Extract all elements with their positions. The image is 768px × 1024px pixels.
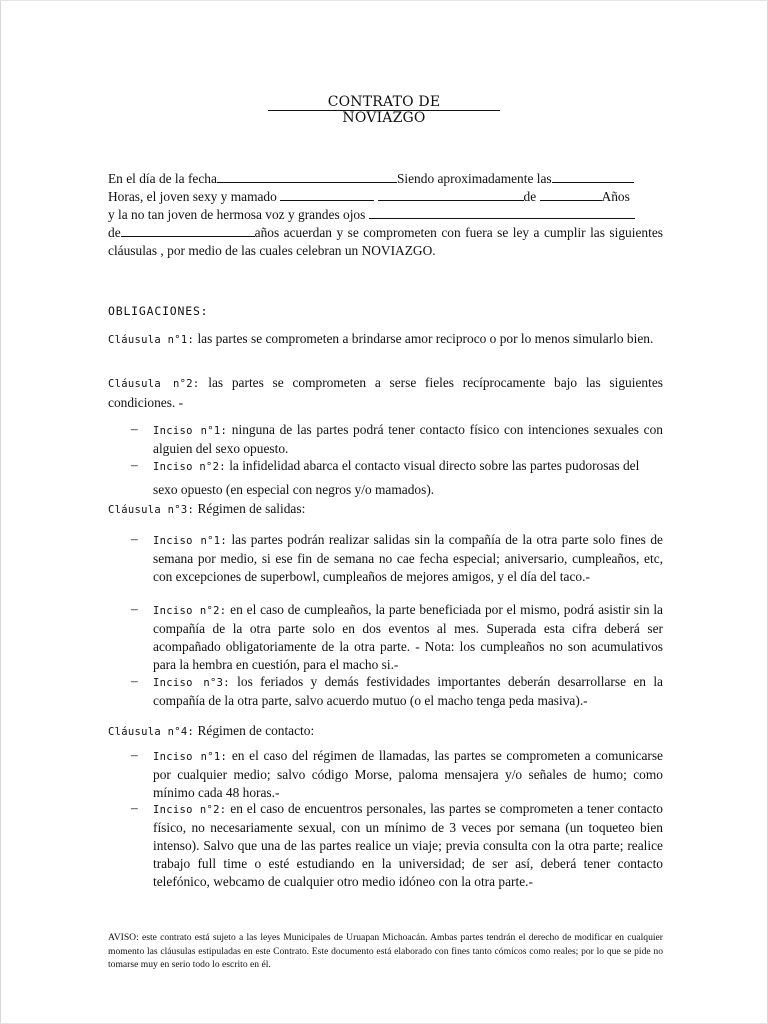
intro-text-date: En el día de la fecha	[108, 171, 217, 186]
clausula-1-text: las partes se comprometen a brindarse amor reciproco o por lo menos simularlo bien.	[194, 331, 654, 346]
clausula-4	[108, 723, 663, 739]
joven-surname-blank[interactable]	[378, 188, 524, 201]
clausula-1	[108, 330, 663, 350]
clausula-4-text: Régimen de contacto:	[194, 723, 315, 738]
intro-text-hour: Siendo aproximadamente las	[396, 171, 552, 186]
intro-line-4	[108, 224, 663, 259]
clausula-2-text: las partes se comprometen a serse fieles recíprocamente bajo las siguientes condiciones. -	[108, 375, 663, 410]
inciso-label: Inciso n°2:	[153, 804, 227, 816]
clausula-4-inciso-2	[153, 800, 663, 891]
bullet-c3-i2: –	[131, 601, 138, 616]
clausula-2	[108, 374, 663, 411]
joven-2-age-blank[interactable]	[121, 224, 255, 237]
clausula-3-inciso-3	[153, 673, 663, 710]
bullet-c4-i1: –	[131, 747, 138, 762]
clausula-3	[108, 501, 663, 517]
obligaciones-heading: OBLIGACIONES:	[108, 304, 209, 318]
inciso-text: en el caso de encuentros personales, las partes se comprometen a tener contacto físico, no necesariamente sexual, con un mínimo de 3 veces por semana (un toqueteo bien intenso). Salvo que una de las partes realice un viaje; previa consulta con la otra parte; realice trabajo full time o esté estudiando en la universidad; de ser así, deberá tener contacto telefónico, webcamo de cualquier otro medio idóneo con la otra parte.-	[153, 801, 664, 889]
intro-line-1	[108, 170, 663, 187]
bullet-c3-i3: –	[131, 673, 138, 688]
bullet-c2-i1: –	[131, 421, 138, 436]
bullet-c4-i2: –	[131, 800, 138, 815]
inciso-text: en el caso de cumpleaños, la parte beneficiada por el mismo, podrá asistir sin la compañía de la otra parte solo en dos eventos al mes. Superada esta cifra deberá ser acompañado obligatoriamente de la otra parte. - Nota: los cumpleaños no son acumulativos para la hembra en cuestión, para el macho si.-	[153, 602, 664, 672]
date-blank[interactable]	[217, 170, 397, 183]
intro-text-joven-2: y la no tan joven de hermosa voz y grandes ojos	[108, 207, 366, 222]
title-line-1: CONTRATO DE	[268, 95, 500, 111]
inciso-label: Inciso n°1:	[153, 425, 228, 437]
inciso-text: los feriados y demás festividades importantes deberán desarrollarse en la compañía de la otra parte, salvo acuerdo mutuo (o el macho tenga peda masiva).-	[153, 674, 663, 708]
clausula-2-inciso-1	[153, 421, 663, 458]
clausula-2-inciso-2	[153, 457, 663, 476]
inciso-text: las partes podrán realizar salidas sin la compañía de la otra parte solo fines de semana por medio, si ese fin de semana no cae fecha especial; aniversario, cumpleaños, etc, con excepciones de superbowl, cumpleaños de mejores amigos, y el día del taco.-	[153, 532, 663, 584]
intro-line-2	[108, 188, 663, 205]
clausula-4-label: Cláusula n°4:	[108, 726, 195, 738]
bullet-c2-i2: –	[131, 457, 138, 472]
intro-text-anos: Años	[601, 189, 630, 204]
clausula-2-continuation: sexo opuesto (en especial con negros y/o mamados).	[153, 482, 435, 497]
inciso-text: la infidelidad abarca el contacto visual directo sobre las partes pudorosas del	[225, 458, 640, 473]
joven-age-blank[interactable]	[540, 188, 602, 201]
clausula-3-label: Cláusula n°3:	[108, 504, 195, 516]
joven-2-name-blank[interactable]	[369, 206, 635, 219]
joven-name-blank[interactable]	[280, 188, 374, 201]
inciso-label: Inciso n°2:	[153, 461, 226, 473]
inciso-text: ninguna de las partes podrá tener contacto físico con intenciones sexuales con alguien del sexo opuesto.	[153, 422, 664, 456]
clausula-1-label: Cláusula n°1:	[108, 334, 195, 346]
hour-blank[interactable]	[552, 170, 634, 183]
inciso-label: Inciso n°1:	[153, 751, 228, 763]
inciso-label: Inciso n°1:	[153, 535, 227, 547]
intro-text-de-2: de	[108, 225, 121, 240]
clausula-4-inciso-1	[153, 747, 663, 802]
clausula-3-inciso-1	[153, 531, 663, 586]
footer-aviso: AVISO: este contrato está sujeto a las leyes Municipales de Uruapan Michoacán. Ambas partes tendrán el derecho de modificar en cualquier momento las cláusulas estipuladas en este Contrato. Este documento está elaborado con fines tanto cómicos como reales; por lo que se pide no tomarse muy en serio todo lo escrito en él.	[108, 932, 663, 970]
inciso-label: Inciso n°3:	[153, 677, 230, 689]
intro-line-3	[108, 206, 663, 223]
intro-text-joven: Horas, el joven sexy y mamado	[108, 189, 277, 204]
intro-text-agreement: años acuerdan y se comprometen con fuera se ley a cumplir las siguientes cláusulas , por medio de las cuales celebran un NOVIAZGO.	[108, 225, 663, 258]
clausula-3-inciso-2	[153, 601, 663, 674]
clausula-2-label: Cláusula n°2:	[108, 378, 200, 390]
bullet-c3-i1: –	[131, 531, 138, 546]
inciso-label: Inciso n°2:	[153, 605, 227, 617]
inciso-text: en el caso del régimen de llamadas, las partes se comprometen a comunicarse por cualquier medio; salvo código Morse, paloma mensajera y/o señales de humo; como mínimo cada 48 horas.-	[153, 748, 663, 800]
clausula-3-text: Régimen de salidas:	[194, 501, 306, 516]
intro-text-de-1: de	[523, 189, 537, 204]
title-line-2: NOVIAZGO	[342, 110, 426, 126]
document-title	[268, 95, 500, 125]
